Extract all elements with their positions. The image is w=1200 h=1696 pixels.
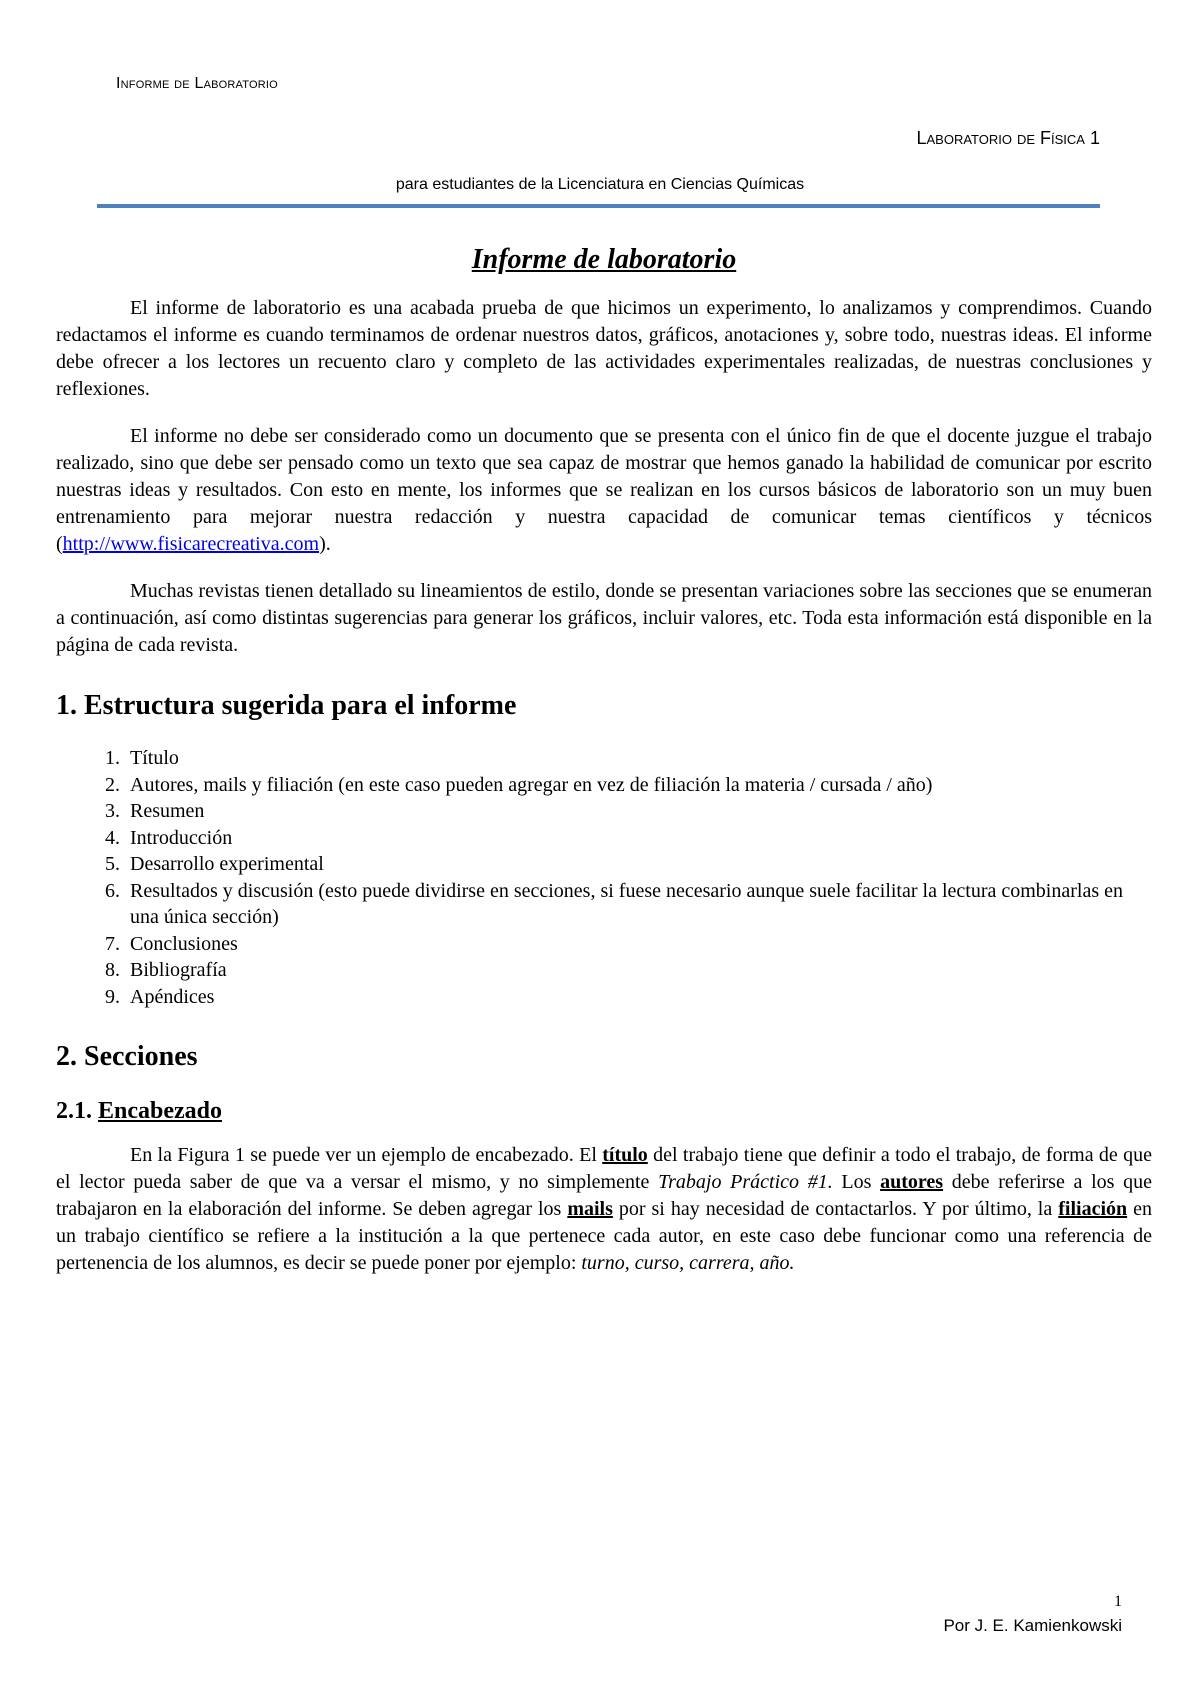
term-titulo: título xyxy=(602,1144,648,1166)
intro-paragraph-3: Muchas revistas tienen detallado su lineamientos de estilo, donde se presentan variaciones sobre las secciones que se enumeran a continuación, así como distintas sugerencias para generar los gráficos, incluir valores, etc. Toda esta información está disponible en la página de cada revista. xyxy=(56,580,1152,656)
footer-author: Por J. E. Kamienkowski xyxy=(943,1616,1122,1635)
running-header-right: Laboratorio de Física 1 xyxy=(916,128,1100,148)
list-item xyxy=(56,745,1152,772)
list-item-text: Bibliografía xyxy=(130,959,227,981)
document-title: Informe de laboratorio xyxy=(471,244,737,275)
list-item-text: Desarrollo experimental xyxy=(130,853,324,875)
list-item-number: 4. xyxy=(105,826,120,849)
list-item-text: Título xyxy=(130,747,179,769)
example-filiacion: turno, curso, carrera, año. xyxy=(581,1252,795,1274)
list-item-number: 2. xyxy=(105,773,120,796)
text-run: En la Figura 1 se puede ver un ejemplo de encabezado. El xyxy=(130,1144,603,1166)
term-autores: autores xyxy=(880,1171,944,1193)
list-item xyxy=(56,957,1152,984)
list-item xyxy=(56,878,1152,931)
fisicarecreativa-link[interactable]: http://www.fisicarecreativa.com xyxy=(62,533,320,555)
text-run: del trabajo tiene que definir a todo el trabajo, de forma de que el lector pueda saber de que va a versar el mismo, y no simplemente xyxy=(56,1144,1153,1193)
term-mails: mails xyxy=(567,1198,613,1220)
text-run: debe referirse a los que trabajaron en la elaboración del informe. Se deben agregar los xyxy=(56,1171,1152,1220)
intro-paragraph-1: El informe de laboratorio es una acabada prueba de que hicimos un experimento, lo analizamos y comprendimos. Cuando redactamos el informe es cuando terminamos de ordenar nuestros datos, gráficos, anotaciones y, sobre todo, nuestras ideas. El informe debe ofrecer a los lectores un recuento claro y completo de las actividades experimentales realizadas, de nuestras conclusiones y reflexiones. xyxy=(56,297,1152,400)
list-item-text: Resumen xyxy=(130,800,205,822)
list-item xyxy=(56,984,1152,1011)
list-item-text: Apéndices xyxy=(130,985,215,1008)
list-item-number: 5. xyxy=(105,853,120,875)
intro-paragraph-2 xyxy=(56,423,1152,558)
intro-paragraph-2-end: ). xyxy=(319,533,331,555)
structure-list xyxy=(56,745,1152,1010)
example-trabajo-practico: Trabajo Práctico #1. xyxy=(658,1171,833,1193)
running-header-left: Informe de Laboratorio xyxy=(116,75,278,92)
page-number: 1 xyxy=(1114,1593,1122,1610)
list-item-text: Resultados y discusión (esto puede dividirse en secciones, si fuese necesario aunque suele facilitar la lectura combinarlas en una única sección) xyxy=(130,879,1123,928)
list-item xyxy=(56,798,1152,825)
term-filiacion: filiación xyxy=(1058,1198,1128,1220)
document-body xyxy=(56,243,1152,1297)
intro-paragraph-2-text: El informe no debe ser considerado como un documento que se presenta con el único fin de que el docente juzgue el trabajo realizado, sino que debe ser pensado como un texto que sea capaz de mostrar que hemos ganado la habilidad de comunicar por escrito nuestras ideas y resultados. Con esto en mente, los informes que se realizan en los cursos básicos de laboratorio son un muy buen entrenamiento para mejorar nuestra redacción y nuestra capacidad de comunicar temas científicos y técnicos ( xyxy=(56,425,1152,555)
section-2-heading: 2. Secciones xyxy=(56,1041,198,1072)
list-item-text: Autores, mails y filiación (en este caso pueden agregar en vez de filiación la materia / cursada / año) xyxy=(130,773,933,796)
list-item xyxy=(56,851,1152,878)
list-item-number: 7. xyxy=(105,932,120,955)
list-item xyxy=(56,931,1152,958)
subsection-title: Encabezado xyxy=(98,1098,223,1124)
list-item-number: 1. xyxy=(105,747,120,769)
text-run: por si hay necesidad de contactarlos. Y por último, la xyxy=(612,1198,1059,1220)
list-item-text: Introducción xyxy=(130,826,233,849)
list-item-text: Conclusiones xyxy=(130,932,238,955)
encabezado-paragraph xyxy=(56,1142,1152,1277)
list-item-number: 8. xyxy=(105,959,120,981)
header-divider xyxy=(97,204,1100,208)
list-item-number: 3. xyxy=(105,800,120,822)
subsection-2-1-heading xyxy=(56,1096,1152,1126)
list-item xyxy=(56,825,1152,852)
list-item-number: 9. xyxy=(105,985,120,1008)
list-item-number: 6. xyxy=(105,879,120,902)
list-item xyxy=(56,772,1152,799)
text-run: Los xyxy=(832,1171,881,1193)
header-subtitle: para estudiantes de la Licenciatura en Ciencias Químicas xyxy=(395,176,805,193)
subsection-number: 2.1. xyxy=(56,1098,92,1124)
section-1-heading: 1. Estructura sugerida para el informe xyxy=(56,690,517,721)
text-run: en un trabajo científico se refiere a la institución a la que pertenece cada autor, en este caso debe funcionar como una referencia de pertenencia de los alumnos, es decir se puede poner por ejemplo: xyxy=(56,1198,1152,1274)
